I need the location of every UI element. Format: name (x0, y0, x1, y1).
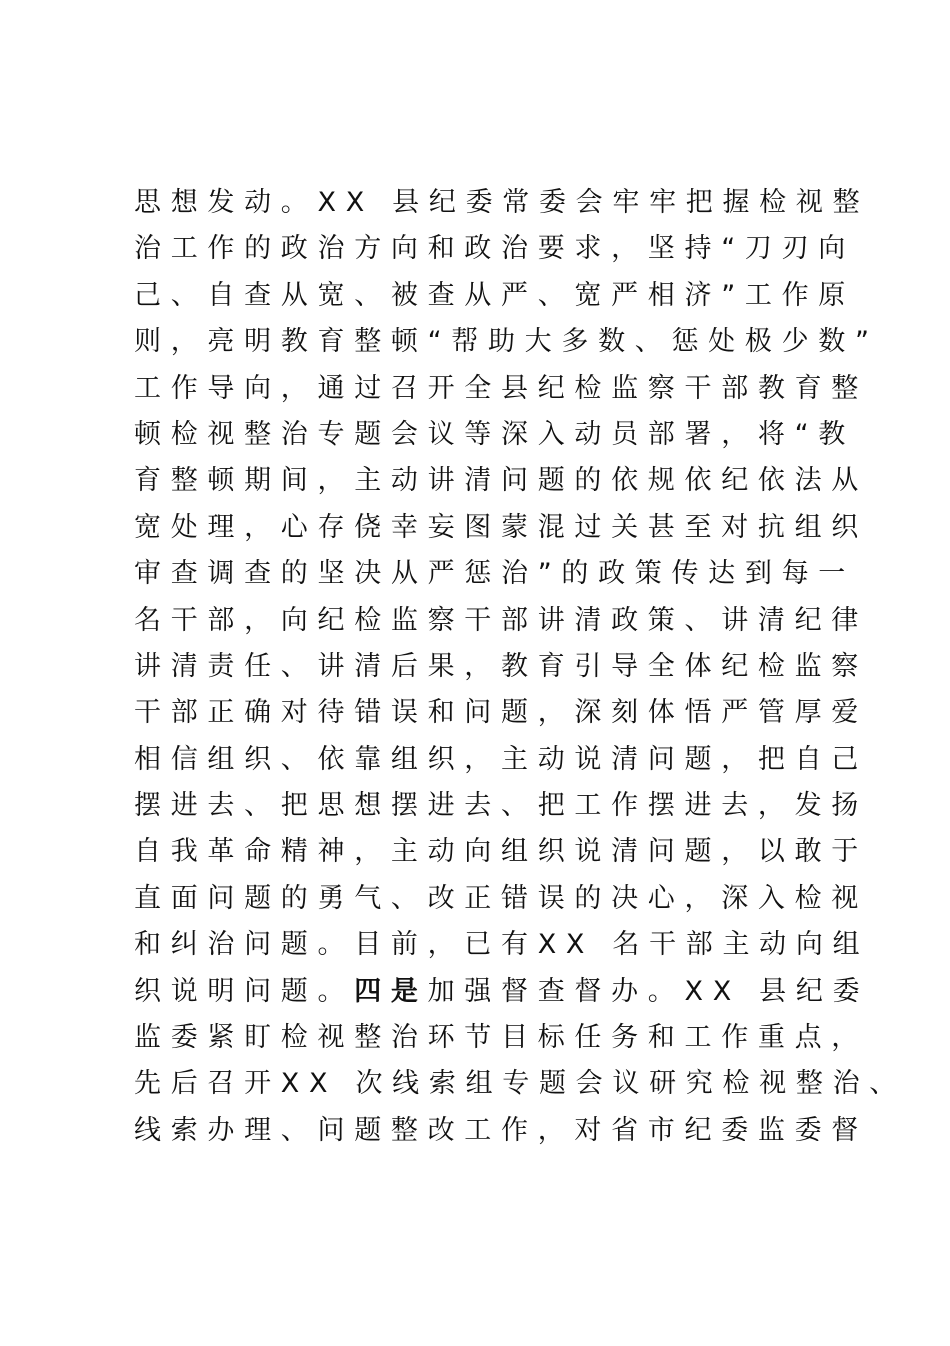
text-line-3: 己、自查从宽、被查从严、宽严相济”工作原 (134, 279, 855, 311)
text-line-6: 顿检视整治专题会议等深入动员部署，将“教 (134, 418, 855, 450)
text-line-19: 监委紧盯检视整治环节目标任务和工作重点， (134, 1022, 868, 1054)
text-line-9: 审查调查的坚决从严惩治”的政策传达到每一 (134, 558, 855, 590)
text-line-4: 则，亮明教育整顿“帮助大多数、惩处极少数” (134, 326, 879, 358)
text-line-21: 线索办理、问题整改工作，对省市纪委监委督 (134, 1114, 868, 1146)
text-line-20: 先后召开XX 次线索组专题会议研究检视整治、 (134, 1068, 906, 1100)
text-line-18-lead: 织说明问题。 (134, 975, 355, 1007)
text-line-18-tail: 加强督查督办。XX 县纪委 (427, 975, 870, 1007)
text-line-14: 摆进去、把思想摆进去、把工作摆进去，发扬 (134, 790, 868, 822)
emphasis-four: 四是 (354, 975, 428, 1007)
text-line-18 (134, 969, 894, 1015)
text-line-15: 自我革命精神，主动向组织说清问题，以敢于 (134, 836, 868, 868)
text-line-5: 工作导向，通过召开全县纪检监察干部教育整 (134, 372, 868, 404)
body-paragraph (134, 180, 906, 1154)
text-line-8: 宽处理，心存侥幸妄图蒙混过关甚至对抗组织 (134, 511, 868, 543)
text-line-12: 干部正确对待错误和问题，深刻体悟严管厚爱 (134, 697, 868, 729)
text-line-7: 育整顿期间，主动讲清问题的依规依纪依法从 (134, 465, 868, 497)
text-line-17: 和纠治问题。目前，已有XX 名干部主动向组 (134, 929, 870, 961)
text-line-11: 讲清责任、讲清后果，教育引导全体纪检监察 (134, 650, 868, 682)
text-line-2: 治工作的政治方向和政治要求，坚持“刀刃向 (134, 233, 855, 265)
text-line-10: 名干部，向纪检监察干部讲清政策、讲清纪律 (134, 604, 868, 636)
text-line-16: 直面问题的勇气、改正错误的决心，深入检视 (134, 882, 868, 914)
text-line-13: 相信组织、依靠组织，主动说清问题，把自己 (134, 743, 868, 775)
text-line-1: 思想发动。XX 县纪委常委会牢牢把握检视整 (134, 187, 870, 218)
